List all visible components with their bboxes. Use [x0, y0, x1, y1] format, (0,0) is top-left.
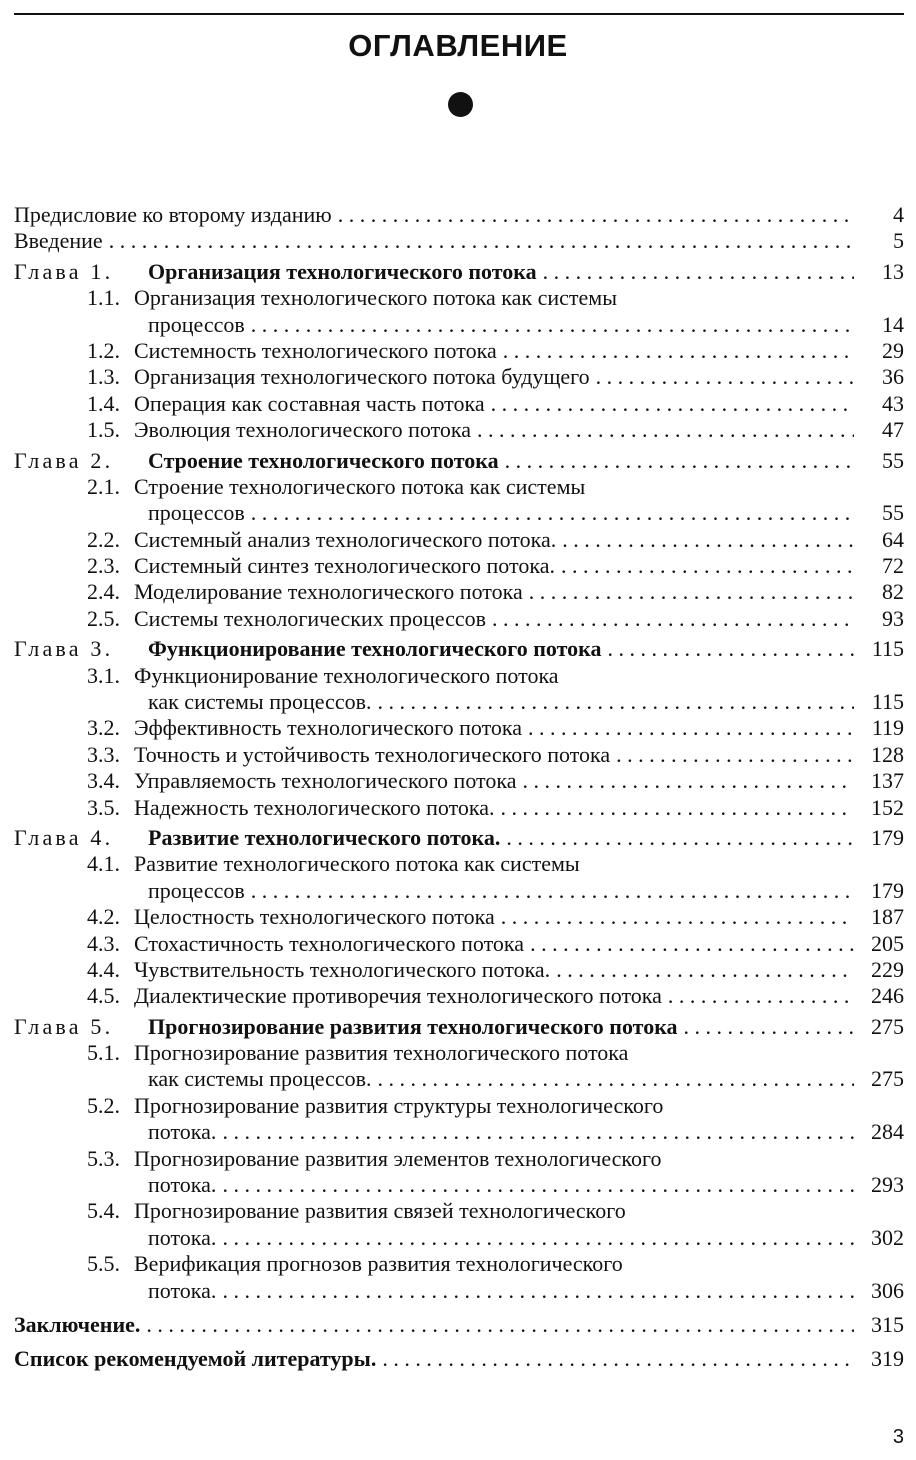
entry-title: Развитие технологического потока. — [148, 824, 501, 850]
section-number: 5.5. — [87, 1251, 120, 1277]
toc-entry-section[interactable] — [14, 795, 904, 821]
toc-entry-section[interactable] — [14, 553, 904, 579]
toc-entry-chapter[interactable] — [14, 825, 904, 851]
toc-line — [14, 1093, 904, 1119]
toc-entry-plain[interactable] — [14, 202, 904, 228]
toc-entry-section[interactable] — [14, 1198, 904, 1251]
toc-line — [14, 1146, 904, 1172]
toc-line — [14, 1014, 904, 1040]
toc-line — [14, 689, 904, 715]
section-number: 3.4. — [87, 768, 120, 794]
entry-heading — [14, 202, 332, 228]
entry-heading — [14, 1251, 623, 1277]
toc-entry-section[interactable] — [14, 983, 904, 1009]
entry-title: Список рекомендуемой литературы. — [14, 1346, 377, 1372]
page-ref: 55 — [882, 500, 904, 526]
toc-entry-section[interactable] — [14, 338, 904, 364]
dot-leader — [146, 1312, 854, 1338]
toc-line — [14, 878, 904, 904]
toc-entry-section[interactable] — [14, 606, 904, 632]
dot-leader — [251, 312, 854, 338]
toc-line — [14, 1312, 904, 1338]
section-number: 5.4. — [87, 1198, 120, 1224]
toc-entry-chapter[interactable] — [14, 636, 904, 662]
toc-entry-section[interactable] — [14, 579, 904, 605]
entry-title: Организация технологического потока — [148, 258, 537, 284]
entry-heading — [14, 825, 500, 851]
toc-entry-section[interactable] — [14, 715, 904, 741]
page-ref: 13 — [882, 258, 904, 284]
dot-leader — [503, 338, 854, 364]
dot-leader — [668, 983, 854, 1009]
page-ref: 275 — [871, 1066, 904, 1092]
toc-line — [14, 1067, 904, 1093]
dot-leader — [529, 579, 854, 605]
page-ref: 128 — [871, 741, 904, 767]
page-ref: 284 — [871, 1119, 904, 1145]
entry-title: Точность и устойчивость технологического потока — [134, 741, 611, 767]
entry-heading — [14, 1198, 626, 1224]
entry-title: Прогнозирование развития технологического потока — [148, 1013, 678, 1039]
section-number: 3.5. — [87, 794, 120, 820]
dot-leader — [222, 1278, 854, 1304]
entry-heading — [14, 878, 245, 904]
entry-heading — [14, 364, 590, 390]
dot-leader — [543, 259, 854, 285]
toc-line — [14, 606, 904, 632]
toc-line — [14, 931, 904, 957]
toc-entry-section[interactable] — [14, 364, 904, 390]
entry-heading — [14, 851, 580, 877]
dot-leader — [501, 904, 854, 930]
toc-line — [14, 259, 904, 285]
entry-heading — [14, 931, 524, 957]
entry-heading — [14, 904, 495, 930]
entry-title: процессов — [148, 500, 245, 526]
dot-leader — [492, 606, 854, 632]
toc-line — [14, 202, 904, 228]
page-ref: 43 — [882, 390, 904, 416]
toc-entry-section[interactable] — [14, 1040, 904, 1093]
entry-title: Введение — [14, 228, 103, 254]
entry-heading — [14, 391, 485, 417]
entry-title: Моделирование технологического потока — [134, 579, 523, 605]
page-ref: 14 — [882, 311, 904, 337]
section-number: 1.4. — [87, 390, 120, 416]
entry-heading — [14, 448, 499, 474]
dot-leader — [338, 202, 854, 228]
dot-leader — [562, 527, 854, 553]
dot-leader — [505, 448, 854, 474]
toc-line — [14, 448, 904, 474]
toc-line — [14, 474, 904, 500]
section-number: 2.2. — [87, 526, 120, 552]
toc-entry-section[interactable] — [14, 768, 904, 794]
dot-leader — [222, 1225, 854, 1251]
page-ref: 4 — [893, 201, 904, 227]
toc-entry-section[interactable] — [14, 957, 904, 983]
bullet-ornament — [448, 92, 473, 117]
toc-entry-section[interactable] — [14, 391, 904, 417]
entry-heading — [14, 663, 559, 689]
entry-heading — [14, 1093, 663, 1119]
section-number: 5.2. — [87, 1092, 120, 1118]
dot-leader — [596, 364, 854, 390]
dot-leader — [556, 957, 854, 983]
page-ref: 319 — [871, 1346, 904, 1372]
entry-title: Организация технологического потока будущего — [134, 364, 590, 390]
entry-heading — [14, 579, 523, 605]
page-ref: 152 — [871, 794, 904, 820]
toc-entry-bold[interactable] — [14, 1346, 904, 1372]
toc-line — [14, 1225, 904, 1251]
dot-leader — [561, 553, 854, 579]
entry-heading — [14, 689, 371, 715]
entry-heading — [14, 715, 522, 741]
section-number: 3.1. — [87, 662, 120, 688]
toc-entry-section[interactable] — [14, 474, 904, 527]
entry-title: потока. — [148, 1119, 217, 1145]
table-of-contents — [14, 202, 904, 1373]
entry-heading — [14, 527, 556, 553]
entry-heading — [14, 474, 585, 500]
entry-title: Чувствительность технологического потока. — [134, 956, 551, 982]
toc-line — [14, 527, 904, 553]
page-ref: 205 — [871, 930, 904, 956]
entry-heading — [14, 636, 601, 662]
section-number: 5.3. — [87, 1145, 120, 1171]
dot-leader — [222, 1119, 854, 1145]
entry-heading — [14, 312, 245, 338]
toc-line — [14, 1198, 904, 1224]
entry-title: Диалектические противоречия технологического потока — [134, 983, 662, 1009]
toc-line — [14, 228, 904, 254]
section-number: 1.3. — [87, 364, 120, 390]
entry-title: Прогнозирование развития элементов технологического — [134, 1145, 662, 1171]
dot-leader — [377, 1066, 854, 1092]
entry-heading — [14, 1225, 216, 1251]
entry-title: процессов — [148, 877, 245, 903]
dot-leader — [607, 636, 854, 662]
toc-line — [14, 553, 904, 579]
toc-line — [14, 1251, 904, 1277]
section-number: 3.3. — [87, 741, 120, 767]
page-ref: 119 — [871, 715, 904, 741]
toc-line — [14, 795, 904, 821]
toc-line — [14, 1278, 904, 1304]
entry-title: Операция как составная часть потока — [134, 390, 485, 416]
toc-line — [14, 579, 904, 605]
dot-leader — [222, 1172, 854, 1198]
dot-leader — [530, 931, 854, 957]
dot-leader — [382, 1346, 854, 1372]
entry-heading — [14, 338, 497, 364]
toc-line — [14, 500, 904, 526]
page-ref: 137 — [871, 768, 904, 794]
dot-leader — [477, 417, 854, 443]
page-ref: 315 — [871, 1312, 904, 1337]
page-ref: 229 — [871, 956, 904, 982]
chapter-label: Глава 4. — [14, 824, 114, 850]
page-ref: 293 — [871, 1172, 904, 1198]
dot-leader — [251, 500, 854, 526]
dot-leader — [684, 1014, 854, 1040]
entry-heading — [14, 259, 537, 285]
dot-leader — [506, 825, 854, 851]
toc-entry-section[interactable] — [14, 1146, 904, 1199]
page-ref: 82 — [882, 579, 904, 605]
toc-entry-section[interactable] — [14, 851, 904, 904]
toc-line — [14, 957, 904, 983]
toc-entry-chapter[interactable] — [14, 448, 904, 474]
entry-title: Организация технологического потока как системы — [134, 285, 618, 311]
toc-entry-section[interactable] — [14, 1251, 904, 1304]
entry-title: как системы процессов. — [148, 1066, 372, 1092]
entry-title: Системы технологических процессов — [134, 605, 487, 631]
section-number: 3.2. — [87, 715, 120, 741]
entry-title: Прогнозирование развития технологического потока — [134, 1040, 629, 1066]
toc-line — [14, 417, 904, 443]
entry-heading — [14, 1119, 216, 1145]
toc-line — [14, 983, 904, 1009]
entry-title: Прогнозирование развития структуры технологического — [134, 1092, 664, 1118]
section-number: 1.1. — [87, 285, 120, 311]
entry-heading — [14, 606, 486, 632]
toc-line — [14, 338, 904, 364]
page-number: 3 — [892, 1426, 904, 1448]
toc-line — [14, 391, 904, 417]
entry-heading — [14, 228, 103, 254]
section-number: 4.4. — [87, 956, 120, 982]
entry-title: Эволюция технологического потока — [134, 417, 472, 443]
page-ref: 306 — [871, 1277, 904, 1303]
section-number: 1.5. — [87, 417, 120, 443]
section-number: 4.1. — [87, 851, 120, 877]
page-ref: 47 — [882, 417, 904, 443]
dot-leader — [616, 742, 854, 768]
entry-title: Стохастичность технологического потока — [134, 930, 525, 956]
dot-leader — [109, 228, 854, 254]
page-ref: 115 — [871, 636, 904, 662]
entry-title: Системный синтез технологического потока. — [134, 553, 555, 579]
entry-heading — [14, 553, 555, 579]
toc-line — [14, 312, 904, 338]
entry-title: потока. — [148, 1277, 217, 1303]
section-number: 1.2. — [87, 337, 120, 363]
chapter-label: Глава 5. — [14, 1013, 114, 1039]
page-title: ОГЛАВЛЕНИЕ — [348, 28, 568, 63]
entry-title: Строение технологического потока как системы — [134, 473, 586, 499]
entry-title: Системный анализ технологического потока. — [134, 526, 557, 552]
chapter-label: Глава 3. — [14, 636, 114, 662]
entry-heading — [14, 1346, 376, 1372]
page-ref: 36 — [882, 364, 904, 390]
entry-heading — [14, 742, 610, 768]
page-ref: 64 — [882, 526, 904, 552]
section-number: 2.4. — [87, 579, 120, 605]
entry-title: Системность технологического потока — [134, 337, 497, 363]
entry-heading — [14, 768, 517, 794]
entry-heading — [14, 1040, 628, 1066]
entry-title: Строение технологического потока — [148, 447, 499, 473]
dot-leader — [528, 715, 854, 741]
page-ref: 179 — [871, 877, 904, 903]
section-number: 4.5. — [87, 983, 120, 1009]
toc-line — [14, 1172, 904, 1198]
entry-title: процессов — [148, 311, 245, 337]
entry-heading — [14, 983, 662, 1009]
entry-heading — [14, 285, 617, 311]
top-rule — [14, 13, 904, 15]
page-ref: 29 — [882, 337, 904, 363]
entry-heading — [14, 1278, 216, 1304]
toc-entry-chapter[interactable] — [14, 1014, 904, 1040]
section-number: 2.5. — [87, 605, 120, 631]
section-number: 4.2. — [87, 904, 120, 930]
toc-entry-section[interactable] — [14, 931, 904, 957]
entry-heading — [14, 1146, 661, 1172]
page-ref: 72 — [882, 553, 904, 579]
toc-line — [14, 904, 904, 930]
toc-entry-chapter[interactable] — [14, 259, 904, 285]
entry-title: потока. — [148, 1172, 217, 1198]
toc-line — [14, 742, 904, 768]
toc-line — [14, 851, 904, 877]
entry-title: Предисловие ко второму изданию — [14, 201, 332, 227]
toc-line — [14, 663, 904, 689]
toc-line — [14, 636, 904, 662]
entry-heading — [14, 417, 471, 443]
chapter-label: Глава 1. — [14, 258, 114, 284]
toc-entry-section[interactable] — [14, 742, 904, 768]
entry-heading — [14, 795, 495, 821]
dot-leader — [523, 768, 855, 794]
toc-entry-section[interactable] — [14, 1093, 904, 1146]
page-ref: 187 — [871, 904, 904, 930]
toc-line — [14, 825, 904, 851]
entry-title: Управляемость технологического потока — [134, 768, 517, 794]
dot-leader — [251, 878, 854, 904]
toc-line — [14, 1346, 904, 1372]
toc-entry-plain[interactable] — [14, 228, 904, 254]
page-ref: 55 — [882, 447, 904, 473]
toc-entry-section[interactable] — [14, 527, 904, 553]
entry-heading — [14, 1066, 371, 1092]
section-number: 5.1. — [87, 1040, 120, 1066]
page-ref: 275 — [871, 1013, 904, 1039]
toc-line — [14, 364, 904, 390]
page-ref: 5 — [893, 228, 904, 254]
page-ref: 179 — [871, 824, 904, 850]
entry-title: потока. — [148, 1224, 217, 1250]
chapter-label: Глава 2. — [14, 447, 114, 473]
toc-line — [14, 768, 904, 794]
toc-line — [14, 1040, 904, 1066]
toc-entry-section[interactable] — [14, 285, 904, 338]
entry-heading — [14, 500, 245, 526]
toc-entry-bold[interactable] — [14, 1312, 904, 1338]
entry-title: Функционирование технологического потока — [148, 636, 602, 662]
toc-entry-section[interactable] — [14, 417, 904, 443]
section-number: 4.3. — [87, 930, 120, 956]
entry-title: Заключение. — [14, 1312, 141, 1337]
entry-title: Верификация прогнозов развития технологического — [134, 1251, 623, 1277]
section-number: 2.3. — [87, 553, 120, 579]
toc-entry-section[interactable] — [14, 904, 904, 930]
toc-line — [14, 285, 904, 311]
entry-heading — [14, 1312, 140, 1338]
page-ref: 115 — [871, 689, 904, 715]
entry-title: Целостность технологического потока — [134, 904, 495, 930]
toc-entry-section[interactable] — [14, 663, 904, 716]
page-ref: 302 — [871, 1224, 904, 1250]
entry-heading — [14, 1172, 216, 1198]
entry-title: Эффективность технологического потока — [134, 715, 523, 741]
toc-line — [14, 715, 904, 741]
entry-heading — [14, 1014, 678, 1040]
dot-leader — [377, 689, 854, 715]
page-ref: 246 — [871, 983, 904, 1009]
entry-heading — [14, 957, 550, 983]
dot-leader — [491, 391, 854, 417]
dot-leader — [501, 795, 854, 821]
entry-title: как системы процессов. — [148, 689, 372, 715]
entry-title: Развитие технологического потока как системы — [134, 851, 580, 877]
entry-title: Функционирование технологического потока — [134, 662, 559, 688]
entry-title: Надежность технологического потока. — [134, 794, 495, 820]
toc-line — [14, 1119, 904, 1145]
page-ref: 93 — [882, 605, 904, 631]
section-number: 2.1. — [87, 473, 120, 499]
entry-title: Прогнозирование развития связей технологического — [134, 1198, 626, 1224]
